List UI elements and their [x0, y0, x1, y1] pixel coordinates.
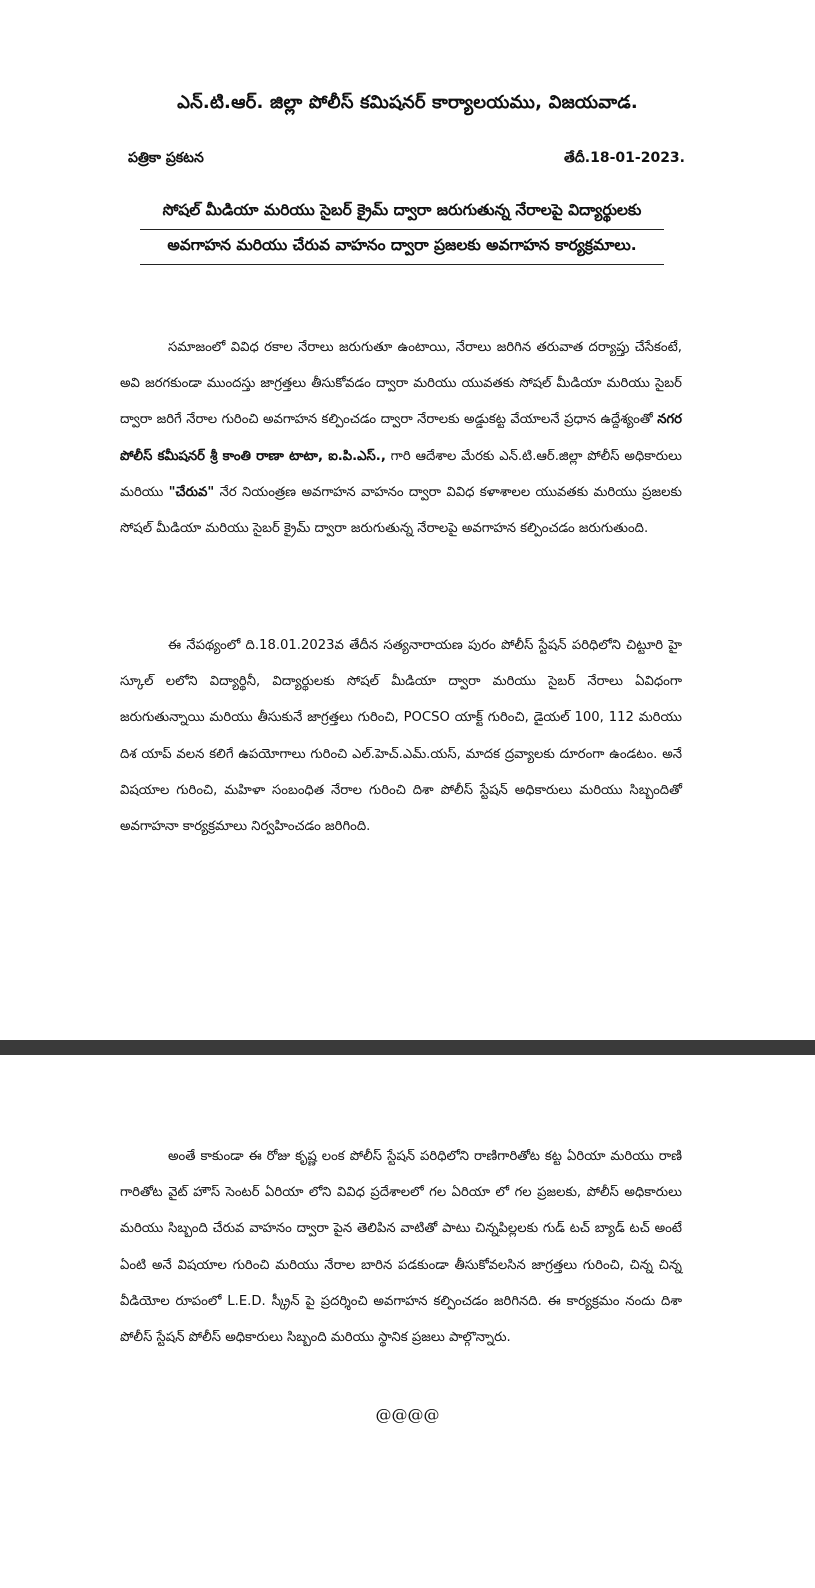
paragraph-school-program: ఈ నేపథ్యంలో ది.18.01.2023వ తేదీన సత్యనారాయణ పురం పోలీస్ స్టేషన్ పరిధిలోని చిట్టూరి హై స్కూల్ లలోని విద్యార్థినీ, విద్యార్థులకు సోషల్ మీడియా ద్వారా మరియు సైబర్ నేరాలు ఏవిధంగా జరుగుతున్నాయి మరియు తీసుకునే జాగ్రత్తలు గురించి, POCSO యాక్ట్ గురించి, డైయల్ 100, 112 మరియు దిశ యాప్ వలన కలిగే ఉపయోగాలు గురించి ఎల్.హెచ్.ఎమ్.యస్, మాదక ద్రవ్యాలకు దూరంగా ఉండటం. అనే విషయాల గురించి, మహిళా సంబంధిత నేరాల గురించి దిశా పోలీస్ స్టేషన్ అధికారులు మరియు సిబ్బందితో అవగాహనా కార్యక్రమాలు నిర్వహించడం జరిగింది.	[120, 638, 682, 835]
paragraph-intro-text-3: నేర నియంత్రణ అవగాహన వాహనం ద్వారా వివిధ కళాశాలల యువతకు మరియు ప్రజలకు సోషల్ మీడియా మరియు సైబర్ క్రైమ్ ద్వారా జరుగుతున్న నేరాలపై అవగాహన కల్పించడం జరుగుతుంది.	[120, 484, 682, 537]
paragraph-public-awareness: అంతే కాకుండా ఈ రోజు కృష్ణ లంక పోలీస్ స్టేషన్ పరిధిలోని రాణిగారితోట కట్ట ఏరియా మరియు రాణి గారితోట వైట్ హౌస్ సెంటర్ ఏరియా లోని వివిధ ప్రదేశాలలో గల ఏరియా లో గల ప్రజలకు, పోలీస్ అధికారులు మరియు సిబ్బంది చేరువ వాహనం ద్వారా పైన తెలిపిన వాటితో పాటు చిన్నపిల్లలకు గుడ్ టచ్ బ్యాడ్ టచ్ అంటే ఏంటి అనే విషయాల గురించి మరియు నేరాల బారిన పడకుండా తీసుకోవలసిన జాగ్రత్తలు గురించి, చిన్న చిన్న వీడియోల రూపంలో L.E.D. స్క్రీన్ పై ప్రదర్శించి అవగాహన కల్పించడం జరిగినది. ఈ కార్యక్రమం నందు దిశా పోలీస్ స్టేషన్ పోలీస్ అధికారులు సిబ్బంది మరియు స్థానిక ప్రజలు పాల్గొన్నారు.	[120, 1149, 682, 1346]
subject-line-1: సోషల్ మీడియా మరియు సైబర్ క్రైమ్ ద్వారా జరుగుతున్న నేరాలపై విద్యార్థులకు	[140, 195, 664, 230]
paragraph-intro-text-1: సమాజంలో వివిధ రకాల నేరాలు జరుగుతూ ఉంటాయి, నేరాలు జరిగిన తరువాత దర్యాప్తు చేసేకంటే, అవి జరగకుండా ముందస్తు జాగ్రత్తలు తీసుకోవడం ద్వారా మరియు యువతకు సోషల్ మీడియా మరియు సైబర్ ద్వారా జరిగే నేరాల గురించి అవగాహన కల్పించడం ద్వారా నేరాలకు అడ్డుకట్ట వేయాలనే ప్రధాన ఉద్దేశ్యంతో	[120, 340, 682, 428]
press-release-label: పత్రికా ప్రకటన	[128, 150, 204, 166]
release-date: తేదీ.18-01-2023.	[564, 150, 685, 166]
paragraph-intro	[120, 330, 682, 547]
end-mark: @@@@	[375, 1405, 440, 1424]
paragraph-intro-text-2: గారి ఆదేశాల మేరకు ఎన్.టి.ఆర్.జిల్లా పోలీస్ అధికారులు మరియు	[120, 448, 682, 500]
subject-line-2: అవగాహన మరియు చేరువ వాహనం ద్వారా ప్రజలకు అవగాహన కార్యక్రమాలు.	[140, 230, 664, 265]
commissioner-name: నగర పోలీస్ కమీషనర్ శ్రీ కాంతి రాణా టాటా, ఐ.పి.ఎస్.,	[120, 412, 682, 464]
cheruva-vehicle-name: "చేరువ"	[168, 484, 215, 500]
office-title: ఎన్.టి.ఆర్. జిల్లా పోలీస్ కమిషనర్ కార్యాలయము, విజయవాడ.	[177, 92, 638, 113]
page-separator	[0, 1040, 815, 1055]
subject-heading	[140, 195, 664, 265]
